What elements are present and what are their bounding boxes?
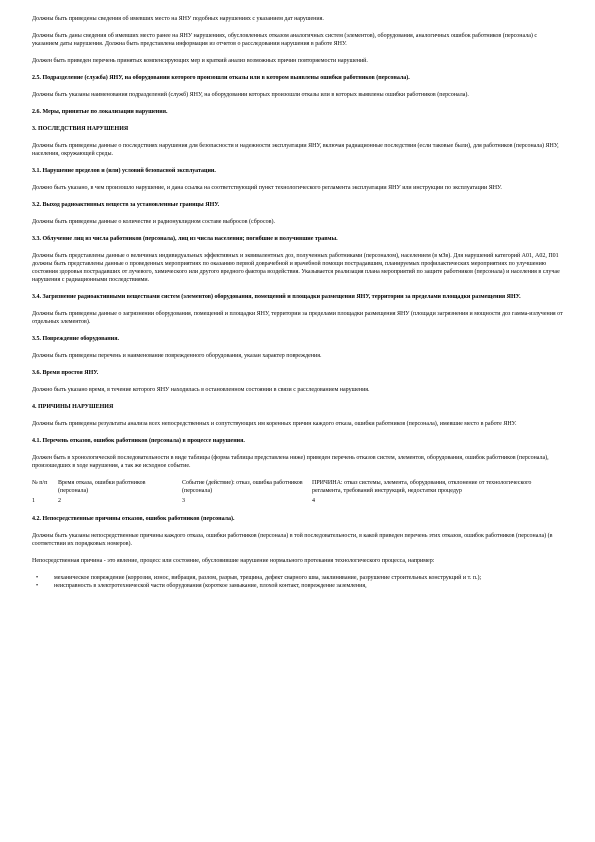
section-heading: 4.1. Перечень отказов, ошибок работников (персонала) в процессе нарушения. <box>32 438 245 444</box>
paragraph: Должны быть приведены данные о количестве и радионуклидном составе выбросов (сбросов). <box>32 219 275 225</box>
list-item-text: механическое повреждение (коррозия, износ, вибрация, разлом, разрыв, трещина, дефект сварного шва, заклинивание, разрушение строительных конструкций и т. п.); <box>54 575 482 581</box>
section-heading: 3.1. Нарушение пределов и (или) условий безопасной эксплуатации. <box>32 168 216 174</box>
paragraph: Должны быть приведены результаты анализа всех непосредственных и сопутствующих им коренных причин каждого отказа, ошибки работников (персонала), имевшие место в работе ЯНУ. <box>32 421 517 427</box>
document-section-upper <box>32 15 563 470</box>
paragraph: Должны быть даны сведения об имевших место ранее на ЯНУ нарушениях, обусловленных отказом аналогичных систем (элементов), оборудования, аналогичных ошибок работников (персонала) с указанием даты нарушения. Должна быть представлена информация из отчетов о расследовании нарушения в работе ЯНУ. <box>32 33 538 47</box>
table-header-row <box>32 479 563 497</box>
paragraph: Должен быть приведен перечень принятых компенсирующих мер и краткий анализ возможных причин повторяемости нарушений. <box>32 58 368 64</box>
paragraph: Должны быть указаны непосредственные причины каждого отказа, ошибки работников (персонала) в той последовательности, в какой приведен перечень этих отказов, ошибок работников (персонала) (в соответствии их порядковых номеров). <box>32 533 553 547</box>
table-header-cell: Событие (действие): отказ, ошибка работников (персонала) <box>182 480 303 494</box>
paragraph: Должны быть приведены данные о последствиях нарушения для безопасности и надежности эксплуатации ЯНУ, включая радиационные последствия (если таковые были), для работников (персонала) ЯНУ, населения, окружающей среды. <box>32 143 559 157</box>
section-heading: 2.6. Меры, принятые по локализации нарушения. <box>32 109 168 115</box>
paragraph: Должны быть представлены данные о величинах индивидуальных эффективных и эквивалентных доз, полученных работниками (персоналом), населением (в мЗв). Для нарушений категорий А01, А02, П01 должны быть представлены данные о проведенных мероприятиях по оказанию первой доврачебной и врачебной помощи пострадавшим, планируемых профилактических мероприятиях по улучшению состояния здоровья пострадавших от лучевого, химического или другого вредного фактора воздействия. Указывается реализация плана мероприятий по защите работников (персонала) и населения в случае нарушения с радиационными последствиями. <box>32 253 560 283</box>
table-cell: 4 <box>312 498 315 504</box>
table-cell: 3 <box>182 498 185 504</box>
section-heading: 4. ПРИЧИНЫ НАРУШЕНИЯ <box>32 404 114 410</box>
document-section-lower <box>32 515 563 565</box>
paragraph: Должен быть в хронологической последовательности в виде таблицы (форма таблицы представлена ниже) приведен перечень отказов систем, элементов, оборудования, ошибок работников (персонала), произошедших в ходе нарушения, а так же исходное событие. <box>32 455 549 469</box>
paragraph: Непосредственная причина - это явление, процесс или состояние, обусловившие нарушение нормального протекания технологического процесса, например: <box>32 558 435 564</box>
paragraph: Должны быть приведены сведения об имевших место на ЯНУ подобных нарушениях с указанием дат нарушения. <box>32 16 324 22</box>
list-item <box>32 574 563 582</box>
section-heading: 4.2. Непосредственные причины отказов, ошибок работников (персонала). <box>32 516 235 522</box>
table-cell: 1 <box>32 498 35 504</box>
paragraph: Должно быть указано время, в течение которого ЯНУ находилась в остановленном состоянии в связи с расследованием нарушения. <box>32 387 370 393</box>
table-cell: 2 <box>58 498 61 504</box>
table-header-cell: № п/п <box>32 480 48 486</box>
causes-bullet-list <box>32 574 563 590</box>
section-heading: 3. ПОСЛЕДСТВИЯ НАРУШЕНИЯ <box>32 126 129 132</box>
section-heading: 3.4. Загрязнение радиоактивными веществами систем (элементов) оборудования, помещений и площадки размещения ЯНУ, территории за пределами площадки размещения ЯНУ. <box>32 294 521 300</box>
list-item <box>32 582 563 590</box>
failures-table-template <box>32 479 563 507</box>
section-heading: 3.6. Время простоя ЯНУ. <box>32 370 99 376</box>
bullet-marker: • <box>36 575 39 581</box>
list-item-text: неисправность в электротехнической части оборудования (короткое замыкание, плохой контакт, повреждение заземления, <box>54 583 367 589</box>
table-header-cell: Время отказа, ошибки работников (персонала) <box>58 480 146 494</box>
bullet-marker: • <box>36 583 39 589</box>
section-heading: 3.3. Облучение лиц из числа работников (персонала), лиц из числа населения; погибшие и получившие травмы. <box>32 236 338 242</box>
paragraph: Должны быть приведены данные о загрязнении оборудования, помещений и площадки ЯНУ, территории за пределами площадки размещения ЯНУ (площади загрязнения и мощности доз гамма-излучения от отдельных элементов). <box>32 311 563 325</box>
paragraph: Должны быть указаны наименования подразделений (служб) ЯНУ, на оборудовании которых произошли отказы или в которых выявлены ошибки работников (персонала). <box>32 92 469 98</box>
section-heading: 3.5. Повреждение оборудования. <box>32 336 119 342</box>
section-heading: 3.2. Выход радиоактивных веществ за установленные границы ЯНУ. <box>32 202 220 208</box>
paragraph: Должно быть указано, в чем произошло нарушение, и дана ссылка на соответствующий пункт технологического регламента эксплуатации ЯНУ или инструкции по эксплуатации ЯНУ. <box>32 185 502 191</box>
paragraph: Должны быть приведены перечень и наименование поврежденного оборудования, указан характер повреждения. <box>32 353 322 359</box>
table-row <box>32 497 563 507</box>
table-header-cell: ПРИЧИНА: отказ системы, элемента, оборудования, отклонение от технологического регламента, требований инструкций, недостатки процедур <box>312 480 532 494</box>
section-heading: 2.5. Подразделение (служба) ЯНУ, на оборудовании которого произошли отказы или в котором выявлены ошибки работников (персонала). <box>32 75 410 81</box>
